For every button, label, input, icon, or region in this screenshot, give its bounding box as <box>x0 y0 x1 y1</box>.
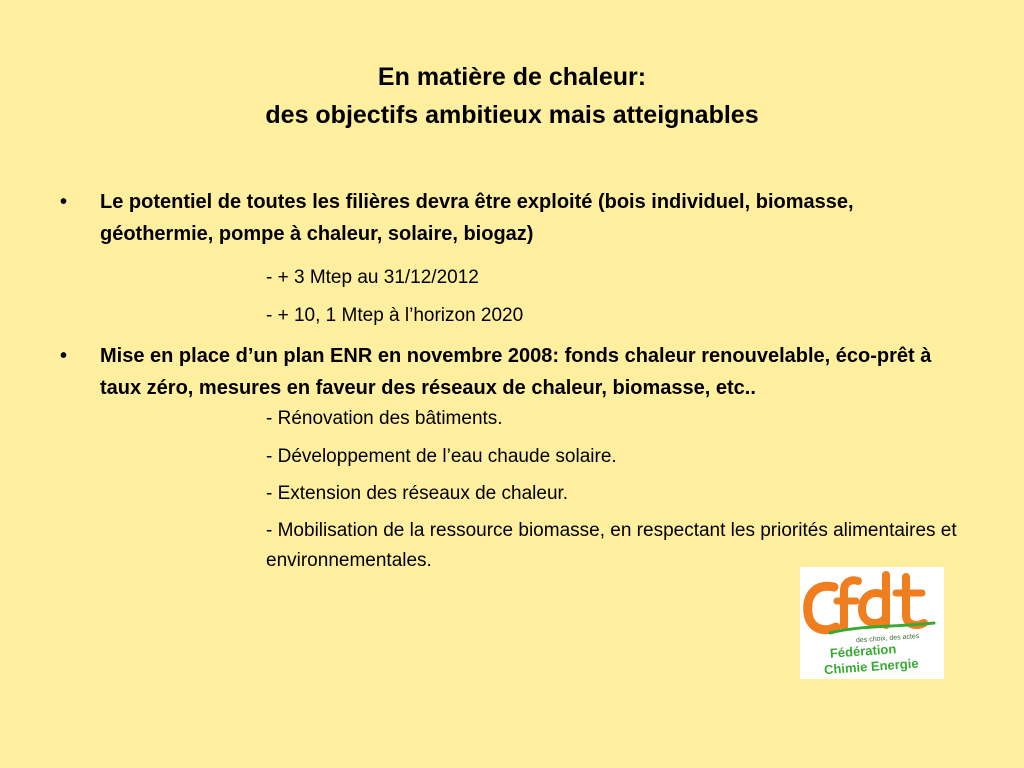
slide-title-line-2: des objectifs ambitieux mais atteignables <box>265 101 759 129</box>
cfdt-logo <box>800 567 944 679</box>
sub-item-renovation: - Rénovation des bâtiments. <box>266 408 503 429</box>
sub-item-reseaux: - Extension des réseaux de chaleur. <box>266 483 569 504</box>
sub-item-mtep-2020: - + 10, 1 Mtep à l’horizon 2020 <box>266 305 524 326</box>
bullet-text: Mise en place d’un plan ENR en novembre 2008: fonds chaleur renouvelable, éco-prêt à taux zéro, mesures en faveur des réseaux de chaleur, biomasse, etc.. <box>100 345 932 399</box>
slide-title <box>0 58 1024 134</box>
sub-item-eau-chaude: - Développement de l’eau chaude solaire. <box>266 446 617 467</box>
bullet-icon: • <box>60 191 68 213</box>
sub-item-mtep-2012: - + 3 Mtep au 31/12/2012 <box>266 267 479 288</box>
bullet-text: Le potentiel de toutes les filières devra être exploité (bois individuel, biomasse, géothermie, pompe à chaleur, solaire, biogaz) <box>100 191 854 245</box>
slide-title-line-1: En matière de chaleur: <box>377 63 647 91</box>
logo-line-2: Chimie Energie <box>823 655 920 678</box>
cfdt-logo-graphic <box>800 567 944 679</box>
logo-tagline: des choix, des actes <box>855 632 920 645</box>
sub-item-biomasse: - Mobilisation de la ressource biomasse, en respectant les priorités alimentaires et environnementales. <box>266 520 957 571</box>
logo-line-1: Fédération <box>829 641 897 661</box>
bullet-icon: • <box>60 345 68 367</box>
